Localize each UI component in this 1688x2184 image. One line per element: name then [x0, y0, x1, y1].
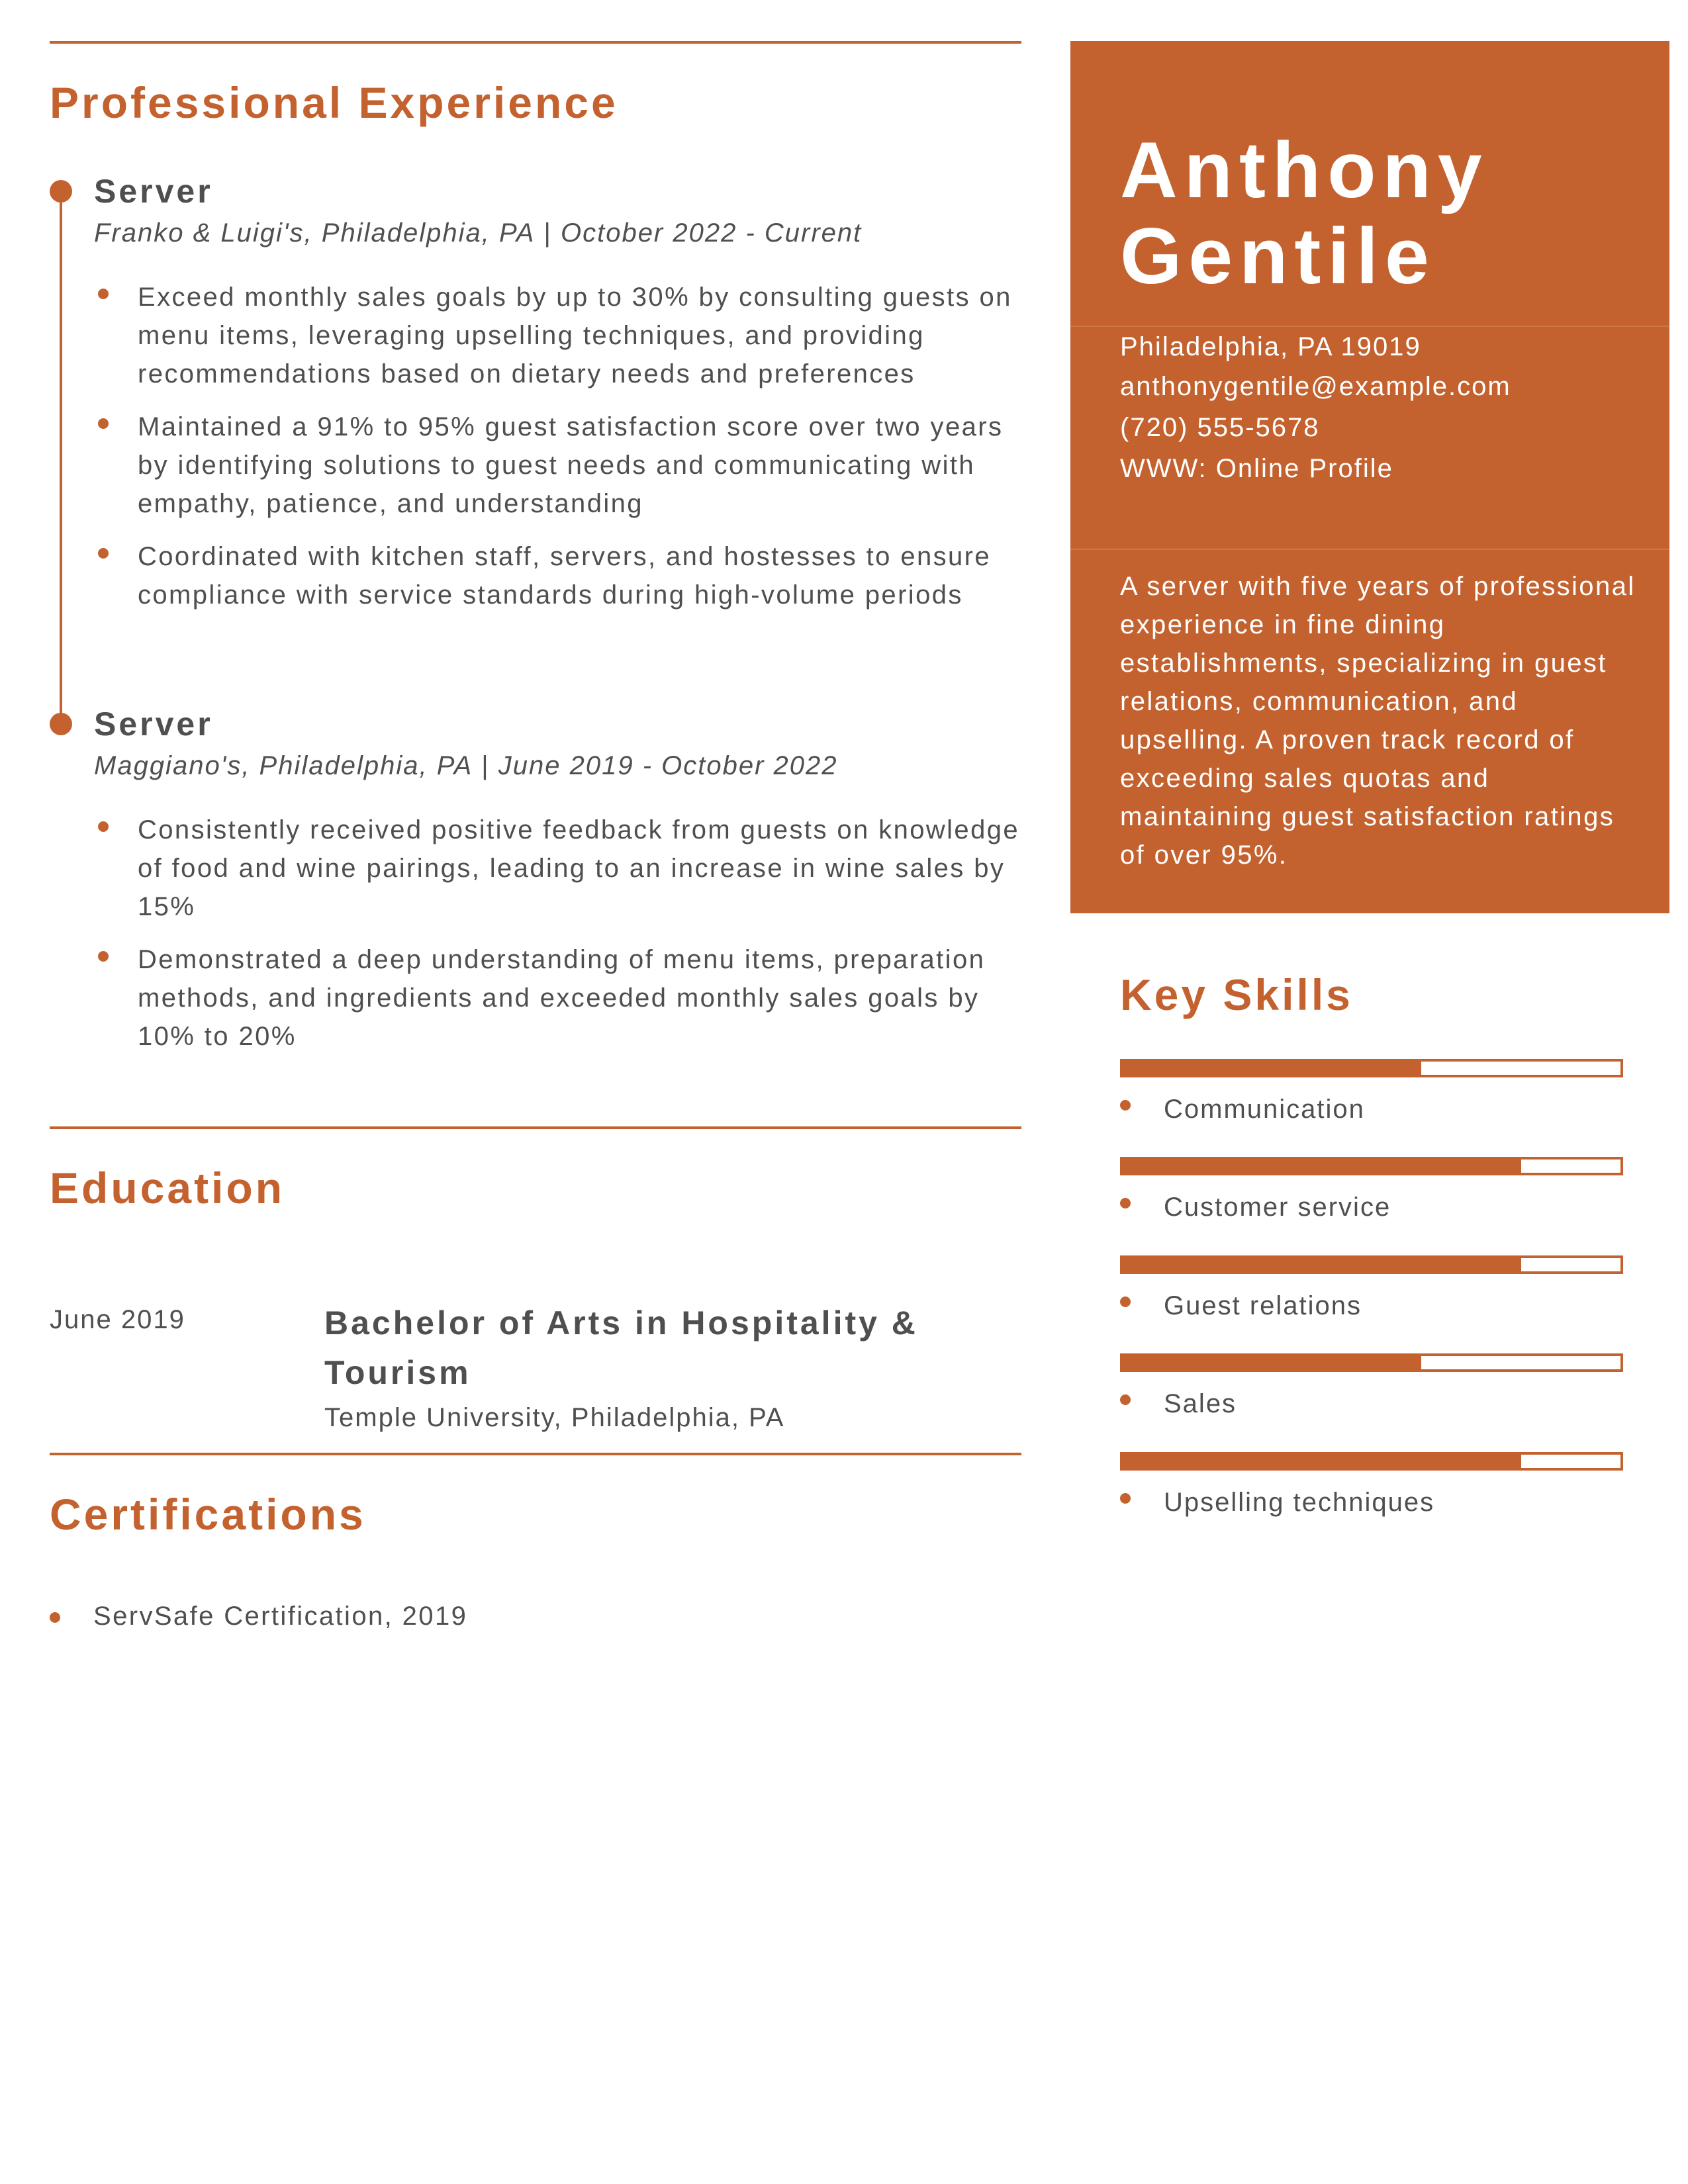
skill-label — [1120, 1095, 1623, 1124]
contact-address: Philadelphia, PA 19019 — [1120, 332, 1421, 361]
bullet-text: Exceed monthly sales goals by up to 30% by consulting guests on menu items, leveraging upselling techniques, and providing recommendations based on dietary needs and preferences — [138, 283, 1012, 388]
sidebar-divider — [1070, 326, 1669, 327]
bullet-text: Demonstrated a deep understanding of menu items, preparation methods, and ingredients and exceeded monthly sales goals by 10% to 20% — [138, 945, 986, 1051]
contact-phone: (720) 555-5678 — [1120, 413, 1320, 442]
skill-label — [1120, 1389, 1623, 1419]
bullet-icon — [1120, 1394, 1131, 1405]
education-date: June 2019 — [50, 1305, 185, 1334]
skill-bar — [1120, 1059, 1623, 1077]
education-degree: Bachelor of Arts in Hospitality & Tourism — [324, 1304, 918, 1391]
job-separator: | — [535, 218, 561, 248]
skill-label — [1120, 1193, 1623, 1222]
job-separator: | — [473, 751, 498, 780]
certification-text: ServSafe Certification, 2019 — [93, 1602, 468, 1631]
skill-item — [1120, 1059, 1623, 1124]
bullet-icon — [1120, 1100, 1131, 1111]
contact-email[interactable]: anthonygentile@example.com — [1120, 372, 1511, 401]
list-item — [94, 278, 1021, 393]
bullet-text: Coordinated with kitchen staff, servers, and hostesses to ensure compliance with service standards during high-volume periods — [138, 542, 992, 610]
skill-label — [1120, 1488, 1623, 1518]
bullet-icon — [98, 289, 109, 299]
skill-bar — [1120, 1452, 1623, 1471]
job-bullets — [94, 811, 1021, 1070]
section-divider — [50, 1126, 1021, 1129]
bullet-icon — [98, 821, 109, 832]
first-name: Anthony — [1120, 126, 1489, 214]
education-school: Temple University, Philadelphia, PA — [324, 1403, 785, 1432]
timeline-line — [60, 187, 62, 719]
job-meta — [94, 751, 838, 781]
skill-text: Upselling techniques — [1164, 1488, 1435, 1517]
job-location: , Philadelphia, PA — [242, 751, 473, 780]
bullet-icon — [1120, 1297, 1131, 1307]
skill-bar — [1120, 1255, 1623, 1274]
skill-bar — [1120, 1157, 1623, 1175]
skill-fill — [1123, 1062, 1421, 1075]
skill-item — [1120, 1157, 1623, 1222]
certifications-section — [50, 1453, 1021, 1631]
job-dates: October 2022 - Current — [560, 218, 863, 248]
skill-text: Guest relations — [1164, 1291, 1362, 1320]
job-dates: June 2019 - October 2022 — [498, 751, 838, 780]
job-location: , Philadelphia, PA — [304, 218, 536, 248]
list-item — [94, 811, 1021, 926]
job-company: Maggiano's — [94, 751, 242, 780]
education-heading: Education — [50, 1163, 285, 1212]
job-title: Server — [94, 705, 213, 743]
skill-item — [1120, 1353, 1623, 1419]
skill-text: Communication — [1164, 1095, 1365, 1124]
skill-text: Customer service — [1164, 1193, 1391, 1222]
section-divider — [50, 41, 1021, 44]
skill-label — [1120, 1291, 1623, 1321]
skill-fill — [1123, 1455, 1521, 1468]
skill-fill — [1123, 1160, 1521, 1173]
bullet-icon — [98, 548, 109, 559]
skill-bar — [1120, 1353, 1623, 1372]
list-item — [50, 1602, 467, 1631]
header-sidebar — [1070, 41, 1669, 913]
bullet-icon — [98, 418, 109, 429]
sidebar-divider — [1070, 549, 1669, 550]
job-company: Franko & Luigi's — [94, 218, 305, 248]
timeline-dot — [50, 713, 72, 735]
main-column — [50, 41, 1021, 1631]
skill-text: Sales — [1164, 1389, 1237, 1418]
professional-summary: A server with five years of professional experience in fine dining establishments, specializing in guest relations, communication, and upselling. A proven track record of exceeding sales quotas and maintaining guest satisfaction ratings of over 95%. — [1120, 572, 1636, 870]
last-name: Gentile — [1120, 212, 1436, 300]
skill-item — [1120, 1452, 1623, 1518]
bullet-text: Maintained a 91% to 95% guest satisfaction score over two years by identifying solutions to guest needs and communicating with empathy, patience, and understanding — [138, 412, 1004, 518]
list-item — [94, 940, 1021, 1056]
bullet-icon — [50, 1612, 60, 1623]
certifications-heading: Certifications — [50, 1490, 366, 1539]
contact-website[interactable]: WWW: Online Profile — [1120, 454, 1393, 483]
skill-fill — [1123, 1258, 1521, 1271]
bullet-icon — [1120, 1198, 1131, 1208]
job-title: Server — [94, 173, 213, 210]
job-meta — [94, 218, 862, 248]
job-bullets — [94, 278, 1021, 629]
list-item — [94, 408, 1021, 523]
skill-fill — [1123, 1356, 1421, 1369]
skill-item — [1120, 1255, 1623, 1321]
skills-heading: Key Skills — [1120, 970, 1353, 1019]
timeline-dot — [50, 180, 72, 203]
candidate-name — [1120, 127, 1489, 299]
section-divider — [50, 1453, 1021, 1455]
experience-heading: Professional Experience — [50, 78, 618, 127]
education-section — [50, 1126, 1021, 1432]
bullet-icon — [98, 951, 109, 962]
bullet-icon — [1120, 1493, 1131, 1504]
list-item — [94, 537, 1021, 614]
bullet-text: Consistently received positive feedback from guests on knowledge of food and wine pairings, leading to an increase in wine sales by 15% — [138, 815, 1020, 921]
